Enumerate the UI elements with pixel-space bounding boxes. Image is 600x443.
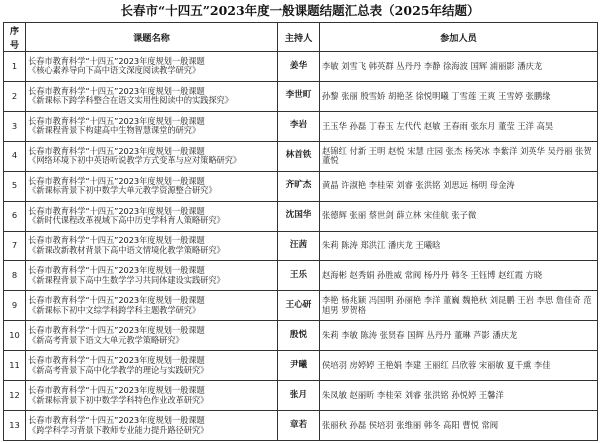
project-name-cell [26,111,278,141]
row-seq: 8 [4,261,26,291]
members-cell: 朱凤敏 赵丽昕 李桂荣 刘睿 张洪铭 孙悦婷 王馨洋 [320,381,598,411]
project-category: 长春市教育科学“十四五”2023年度规划一般课题 [28,415,205,425]
table-row [4,381,598,411]
table-body [4,52,598,441]
table-row [4,291,598,321]
host-cell: 齐旷杰 [278,171,320,201]
members-cell: 孙黎 张丽 殷雪娇 胡艳茎 徐悦明曦 丁雪莲 王爽 王雪婷 张鹏缘 [320,81,598,111]
host-cell: 沈国华 [278,201,320,231]
project-title: 《网络环境下初中英语听说教学方式变革与应对策略研究》 [28,155,242,166]
members-cell: 黄晶 许淑艳 李桂荣 刘睿 张洪铭 刘思远 杨明 母金涛 [320,171,598,201]
row-seq: 5 [4,171,26,201]
project-name-cell [26,291,278,321]
row-seq: 9 [4,291,26,321]
project-name-cell [26,351,278,381]
members-cell: 朱莉 李敏 陈涛 张贤春 国辉 丛丹丹 董琳 芦影 潘庆龙 [320,321,598,351]
host-cell: 李岩 [278,111,320,141]
project-category: 长春市教育科学“十四五”2023年度规划一般课题 [28,265,205,276]
host-cell: 汪茜 [278,231,320,261]
project-category: 长春市教育科学“十四五”2023年度规划一般课题 [28,355,205,366]
header-seq: 序号 [4,23,26,52]
table-row [4,111,598,141]
project-name-cell [26,52,278,82]
members-cell: 赵锦红 付新 王明 赵悦 宋慧 庄园 张杰 杨笑冰 李紫洋 刘英华 吴丹丽 张贺 董悦 [320,141,598,171]
host-cell: 殷悦 [278,321,320,351]
row-seq: 7 [4,231,26,261]
project-category: 长春市教育科学“十四五”2023年度规划一般课题 [28,115,205,126]
host-cell: 王心研 [278,291,320,321]
members-cell: 李艳 杨兆颖 冯国明 孙丽艳 李洋 董巍 魏艳秋 刘昆鹏 王岩 李思 詹佳奇 范旭男 罗贺格 [320,291,598,321]
host-cell: 李世町 [278,81,320,111]
host-cell: 尹曦 [278,351,320,381]
members-cell: 李敏 刘雪飞 韩英群 丛丹丹 李静 徐海波 国辉 浦丽影 潘庆龙 [320,52,598,82]
table-row [4,171,598,201]
header-project-name: 课题名称 [26,23,278,52]
header-host: 主持人 [278,23,320,52]
project-title: 《新高考背景下高中化学教学的理论与实践研究》 [28,364,209,375]
members-cell: 赵海彬 赵秀娟 孙胜威 常阀 杨丹丹 韩冬 王钰博 赵红霞 方晓 [320,261,598,291]
project-title: 《跨学科学习背景下教师专业能力提升路径研究》 [28,424,209,435]
project-name-cell [26,381,278,411]
row-seq: 6 [4,201,26,231]
project-title: 《新课标下初中文综学科跨学科主题教学研究》 [28,304,201,315]
project-name-cell [26,261,278,291]
table-row [4,321,598,351]
project-name-cell [26,231,278,261]
table-row [4,52,598,82]
members-cell: 侯培羽 房婷婷 王艳娟 李建 王丽红 吕欣蓉 宋丽敏 夏千熏 李佳 [320,351,598,381]
host-cell: 王乐 [278,261,320,291]
project-title: 《新课标背景下初中数学学科特色作业改革研究》 [28,394,209,405]
header-members: 参加人员 [320,23,598,52]
project-title: 《新课标下跨学科整合在语文实用性阅读中的实践探究》 [28,95,233,106]
project-category: 长春市教育科学“十四五”2023年度规划一般课题 [28,145,205,156]
table-row [4,231,598,261]
document-title: 长春市“十四五”2023年度一般课题结题汇总表（2025年结题） [120,3,480,18]
table-row [4,141,598,171]
table-row [4,411,598,441]
project-category: 长春市教育科学“十四五”2023年度规划一般课题 [28,385,205,396]
members-cell: 张丽秋 孙磊 侯培羽 张维丽 韩冬 高阳 曹悦 常阀 [320,411,598,441]
project-title: 《新时代课程改革视域下高中历史学科育人策略研究》 [28,215,225,226]
project-name-cell [26,81,278,111]
host-cell: 张月 [278,381,320,411]
table-row [4,261,598,291]
members-cell: 朱莉 陈涛 郑洪江 潘庆龙 王曦晗 [320,231,598,261]
host-cell: 林首铁 [278,141,320,171]
project-title: 《新高考背景下语文大单元教学策略研究》 [28,334,184,345]
table-row [4,351,598,381]
project-category: 长春市教育科学“十四五”2023年度规划一般课题 [28,55,205,66]
row-seq: 3 [4,111,26,141]
project-title: 《新课改新教材背景下高中语文情境化教学策略研究》 [28,244,225,255]
project-title: 《新课程背景下构建高中生物智慧课堂的研究》 [28,125,201,136]
project-name-cell [26,141,278,171]
table-row [4,201,598,231]
project-name-cell [26,321,278,351]
project-title: 《新课程背景下高中生数学学习共同体建设实践研究》 [28,274,225,285]
members-cell: 王玉华 孙磊 丁春玉 左代代 赵敏 王春雨 张东月 董莹 王洋 高昊 [320,111,598,141]
host-cell: 章若 [278,411,320,441]
project-name-cell [26,201,278,231]
table-header-row [4,23,598,52]
project-name-cell [26,411,278,441]
row-seq: 2 [4,81,26,111]
row-seq: 12 [4,381,26,411]
table-row [4,81,598,111]
row-seq: 11 [4,351,26,381]
project-category: 长春市教育科学“十四五”2023年度规划一般课题 [28,85,205,96]
members-cell: 张德辉 张丽 蔡世剑 薛立林 宋佳航 张子微 [320,201,598,231]
project-title: 《核心素养导向下高中语文深度阅读教学研究》 [28,65,201,76]
row-seq: 1 [4,52,26,82]
project-category: 长春市教育科学“十四五”2023年度规划一般课题 [28,175,205,186]
project-category: 长春市教育科学“十四五”2023年度规划一般课题 [28,235,205,246]
row-seq: 4 [4,141,26,171]
host-cell: 姜华 [278,52,320,82]
summary-table [3,22,598,441]
project-category: 长春市教育科学“十四五”2023年度规划一般课题 [28,295,205,306]
project-category: 长春市教育科学“十四五”2023年度规划一般课题 [28,205,205,216]
project-title: 《新课标背景下初中数学大单元教学资源整合研究》 [28,185,217,196]
row-seq: 10 [4,321,26,351]
project-name-cell [26,171,278,201]
project-category: 长春市教育科学“十四五”2023年度规划一般课题 [28,325,205,336]
row-seq: 13 [4,411,26,441]
